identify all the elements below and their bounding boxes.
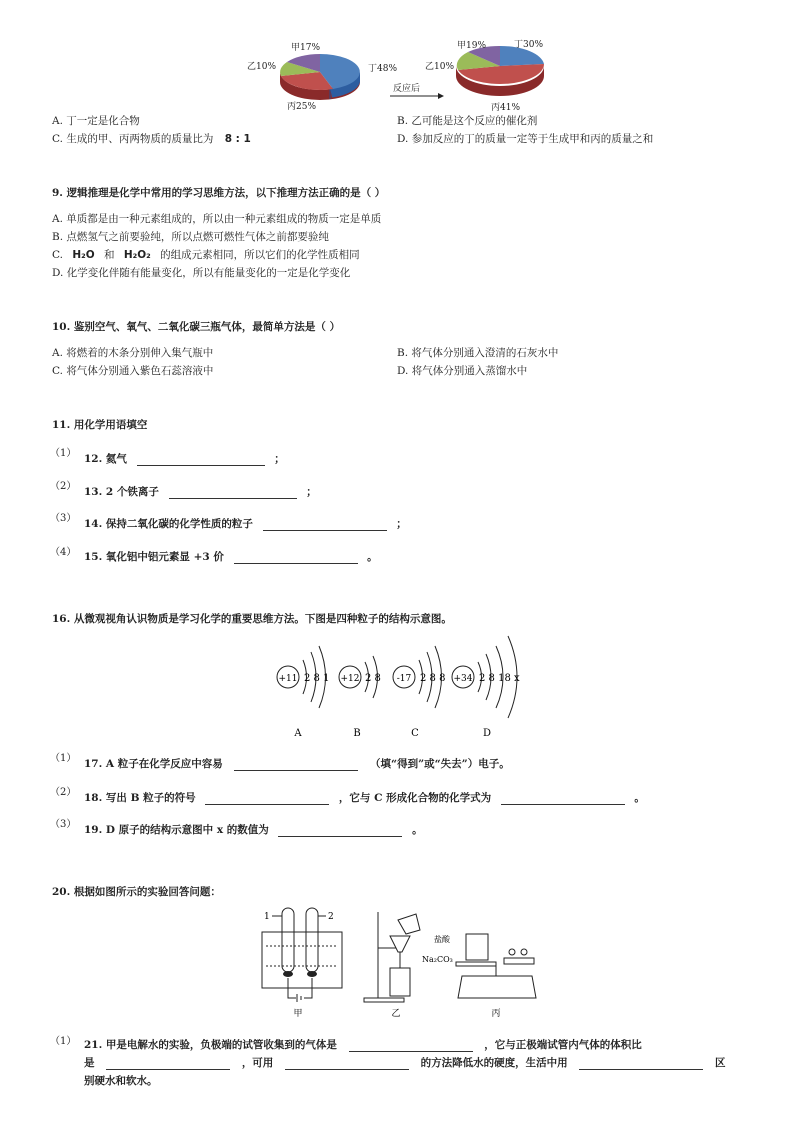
figure-label-jia: 甲 [293, 1009, 303, 1018]
q11-sub2-answer-blank[interactable] [169, 488, 297, 499]
figure-label-yi: 乙 [391, 1009, 401, 1018]
q16-sub1-answer-blank[interactable] [234, 760, 358, 771]
q8-option-c-text: C. 生成的甲、丙两物质的质量比为 [52, 133, 214, 145]
q9-formula-h2o: H₂O [72, 249, 95, 261]
q11-sub3-number: （3） [50, 513, 77, 524]
q16-sub3-answer-blank[interactable] [278, 826, 402, 837]
q16-sub2-answer-blank-2[interactable] [501, 794, 625, 805]
q9-and: 和 [104, 249, 115, 261]
q8-option-b: B. 乙可能是这个反应的催化剂 [397, 115, 538, 127]
q11-sub2-number: （2） [50, 481, 77, 492]
pie-label-ding-before: 丁48% [368, 64, 398, 74]
q11-sub3-answer-blank[interactable] [263, 520, 387, 531]
q16-sub2-mid: ，它与 C 形成化合物的化学式为 [338, 792, 492, 804]
q9-stem: 9. 逻辑推理是化学中常用的学习思维方法，以下推理方法正确的是（ ） [52, 187, 386, 199]
atom-d-shells: 2 8 18 x [479, 673, 520, 684]
q20-answer-blank-1[interactable] [349, 1041, 473, 1052]
q10-stem: 10. 鉴别空气、氧气、二氧化碳三瓶气体，最简单方法是（ ） [52, 321, 341, 333]
q11-sub4-text: 15. 氧化铝中铝元素显 +3 价 [84, 551, 224, 563]
q11-sub4-answer-blank[interactable] [234, 553, 358, 564]
tube-label-1: 1 [264, 912, 270, 922]
q16-sub3-text: 19. D 原子的结构示意图中 x 的数值为 [84, 824, 269, 836]
q9-option-a: A. 单质都是由一种元素组成的，所以由一种元素组成的物质一定是单质 [52, 213, 382, 225]
q20-answer-blank-2[interactable] [106, 1059, 230, 1070]
atom-b [339, 656, 381, 739]
atom-structure-diagram [270, 632, 530, 742]
balance-apparatus [422, 934, 536, 1018]
atom-a [277, 646, 329, 739]
q20-sub1-mid: ，它与正极端试管内气体的体积比 [484, 1039, 642, 1051]
q11-sub2-end: ； [306, 486, 317, 498]
pie-label-jia-before: 甲17% [291, 43, 321, 53]
label-na2co3: Na₂CO₃ [422, 955, 453, 964]
q9-option-b: B. 点燃氢气之前要验纯，所以点燃可燃性气体之前都要验纯 [52, 231, 329, 243]
q11-sub1 [84, 451, 285, 466]
q20-line2-d: 区 [714, 1057, 726, 1069]
pie-label-bing-before: 丙25% [287, 102, 317, 112]
experiment-figure [256, 906, 556, 1018]
q16-sub1-number: （1） [50, 753, 77, 764]
q11-sub1-text: 12. 氦气 [84, 453, 127, 465]
pie-label-jia-after: 甲19% [457, 41, 487, 51]
q16-sub2-number: （2） [50, 787, 77, 798]
electrolysis-apparatus [262, 908, 342, 1018]
q9-option-c-text: 的组成元素相同，所以它们的化学性质相同 [160, 249, 360, 261]
q16-stem: 16. 从微观视角认识物质是学习化学的重要思维方法。下图是四种粒子的结构示意图。 [52, 613, 452, 625]
atom-b-nucleus: +12 [340, 674, 360, 684]
q11-sub2 [84, 484, 317, 499]
q9-option-c [52, 247, 360, 262]
q20-sub1-number: （1） [50, 1036, 77, 1047]
atom-a-label: A [294, 728, 302, 739]
q9-formula-h2o2: H₂O₂ [123, 249, 151, 261]
q20-answer-blank-4[interactable] [579, 1059, 703, 1070]
q20-line2-c: 的方法降低水的硬度，生活中用 [420, 1057, 568, 1069]
atom-d [452, 636, 520, 739]
atom-c-shells: 2 8 8 [420, 673, 446, 684]
atom-d-nucleus: +34 [453, 674, 473, 684]
q20-sub1-line2 [84, 1055, 725, 1070]
q11-sub4-end: 。 [367, 551, 378, 563]
tube-label-2: 2 [328, 912, 334, 922]
q9-option-c-prefix: C. [52, 249, 63, 261]
q8-option-a: A. 丁一定是化合物 [52, 115, 140, 127]
q16-sub2-end: 。 [634, 792, 645, 804]
pie-label-ding-after: 丁30% [514, 40, 544, 50]
q16-sub2 [84, 790, 645, 805]
q9-option-d: D. 化学变化伴随有能量变化，所以有能量变化的一定是化学变化 [52, 267, 351, 279]
q10-option-d: D. 将气体分别通入蒸馏水中 [397, 365, 528, 377]
pie-label-yi-after: 乙10% [425, 62, 455, 72]
label-hcl: 盐酸 [434, 935, 450, 944]
atom-a-shells: 2 8 1 [304, 673, 330, 684]
filtration-apparatus [364, 912, 420, 1018]
q20-answer-blank-3[interactable] [285, 1059, 409, 1070]
q20-sub1-text: 21. 甲是电解水的实验，负极端的试管收集到的气体是 [84, 1039, 337, 1051]
q16-sub3-end: 。 [412, 824, 423, 836]
q8-option-c-ratio: 8 : 1 [224, 133, 251, 145]
q16-sub3-number: （3） [50, 819, 77, 830]
q16-sub2-answer-blank-1[interactable] [205, 794, 329, 805]
q11-stem: 11. 用化学用语填空 [52, 419, 148, 431]
reaction-arrow-icon [390, 92, 444, 100]
q10-option-c: C. 将气体分别通入紫色石蕊溶液中 [52, 365, 214, 377]
q11-sub1-number: （1） [50, 448, 77, 459]
atom-c-nucleus: -17 [396, 674, 412, 684]
q11-sub3-text: 14. 保持二氧化碳的化学性质的粒子 [84, 518, 253, 530]
q16-sub3 [84, 822, 423, 837]
q20-sub1-line3: 别硬水和软水。 [84, 1075, 158, 1087]
pie-label-bing-after: 丙41% [491, 103, 521, 113]
atom-b-label: B [353, 728, 361, 739]
atom-c [393, 646, 445, 739]
pie-label-yi-before: 乙10% [247, 62, 277, 72]
q16-sub1 [84, 756, 510, 771]
q11-sub4-number: （4） [50, 547, 77, 558]
reaction-arrow-label: 反应后 [393, 84, 421, 94]
q8-option-d: D. 参加反应的丁的质量一定等于生成甲和丙的质量之和 [397, 133, 654, 145]
q20-sub1-line1 [84, 1037, 642, 1052]
q20-line2-b: ，可用 [241, 1057, 274, 1069]
q11-sub4 [84, 549, 378, 564]
q11-sub1-answer-blank[interactable] [137, 455, 265, 466]
q11-sub3 [84, 516, 407, 531]
q11-sub2-text: 13. 2 个铁离子 [84, 486, 159, 498]
figure-label-bing: 丙 [491, 1009, 501, 1018]
q16-sub2-text: 18. 写出 B 粒子的符号 [84, 792, 196, 804]
q11-sub1-end: ； [274, 453, 285, 465]
q10-option-b: B. 将气体分别通入澄清的石灰水中 [397, 347, 559, 359]
q11-sub3-end: ； [396, 518, 407, 530]
q16-sub1-end: （填“得到”或“失去”）电子。 [370, 758, 510, 770]
atom-b-shells: 2 8 [365, 673, 381, 684]
q16-sub1-text: 17. A 粒子在化学反应中容易 [84, 758, 223, 770]
q8-option-c [52, 131, 251, 146]
atom-a-nucleus: +11 [278, 674, 298, 684]
q10-option-a: A. 将燃着的木条分别伸入集气瓶中 [52, 347, 214, 359]
atom-c-label: C [411, 728, 419, 739]
q20-line2-a: 是 [84, 1057, 95, 1069]
atom-d-label: D [482, 728, 492, 739]
q20-stem: 20. 根据如图所示的实验回答问题： [52, 886, 221, 898]
